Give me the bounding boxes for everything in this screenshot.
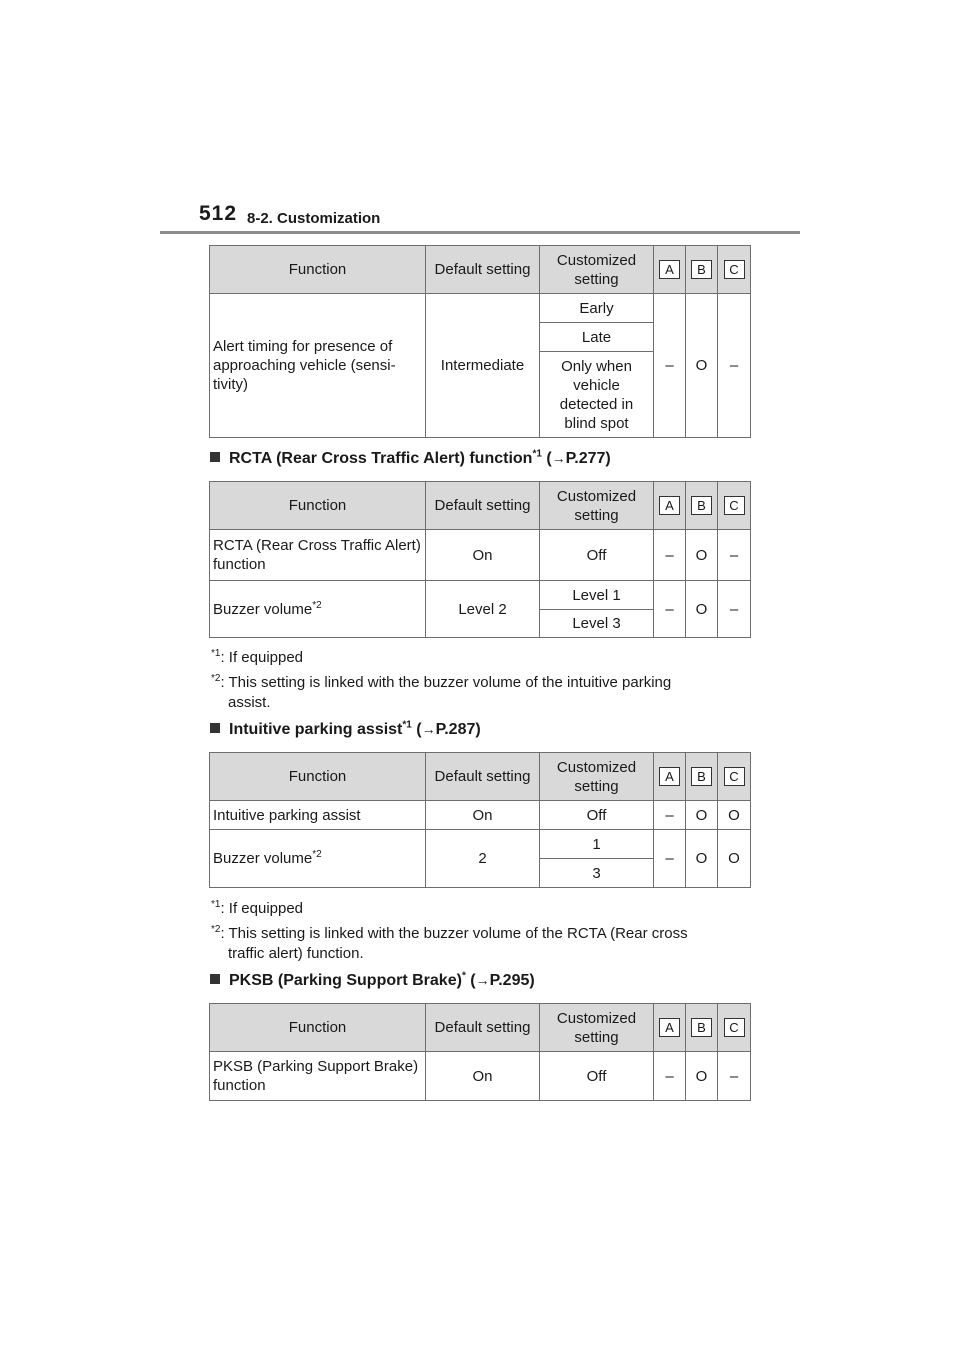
col-b-cell: O <box>686 530 718 581</box>
letter-b: B <box>691 1018 712 1037</box>
option-cell: 3 <box>540 859 654 888</box>
letter-b: B <box>691 496 712 515</box>
header-b <box>686 482 718 530</box>
col-c-cell: – <box>718 294 751 438</box>
option-cell: Only when vehicle detected in blind spot <box>540 352 654 438</box>
table-row <box>210 530 751 581</box>
col-a-cell: – <box>654 830 686 888</box>
option-cell: 1 <box>540 830 654 859</box>
footnote-2: $^{*2}$: This setting is linked with the buzzer volume of the RCTA (Rear cross traffic alert) function. <box>211 924 688 962</box>
col-b-cell: O <box>686 1052 718 1101</box>
pksb-heading: PKSB (Parking Support Brake)* (→P.295) <box>210 972 535 990</box>
pksb-table <box>209 1003 751 1101</box>
header-customized: Customized setting <box>540 753 654 801</box>
arrow-right-icon: → <box>421 721 436 737</box>
col-a-cell: – <box>654 530 686 581</box>
col-c-cell: – <box>718 530 751 581</box>
letter-b: B <box>691 260 712 279</box>
header-customized: Customized setting <box>540 482 654 530</box>
header-function: Function <box>210 1004 426 1052</box>
header-a <box>654 753 686 801</box>
page-number: 512 <box>199 202 238 225</box>
function-cell: Buzzer volume$^{*2}$ <box>210 830 426 888</box>
option-cell: Level 1 <box>540 581 654 610</box>
option-cell: Early <box>540 294 654 323</box>
header-b <box>686 246 718 294</box>
col-b-cell: O <box>686 581 718 638</box>
square-bullet-icon <box>210 974 220 984</box>
default-cell: Intermediate <box>426 294 540 438</box>
table-row <box>210 830 751 859</box>
default-cell: On <box>426 801 540 830</box>
col-a-cell: – <box>654 294 686 438</box>
header-default: Default setting <box>426 246 540 294</box>
header-c <box>718 246 751 294</box>
square-bullet-icon <box>210 723 220 733</box>
default-cell: On <box>426 530 540 581</box>
col-b-cell: O <box>686 294 718 438</box>
customized-cell: Off <box>540 530 654 581</box>
function-cell: PKSB (Parking Support Brake) function <box>210 1052 426 1101</box>
customized-cell: Off <box>540 801 654 830</box>
header-default: Default setting <box>426 753 540 801</box>
default-cell: On <box>426 1052 540 1101</box>
ipa-heading: Intuitive parking assist$^{*1}$ (→P.287) <box>210 721 481 739</box>
page-reference[interactable]: P.295) <box>489 972 535 989</box>
letter-a: A <box>659 1018 680 1037</box>
option-cell: Level 3 <box>540 610 654 638</box>
letter-a: A <box>659 496 680 515</box>
header-a <box>654 246 686 294</box>
col-c-cell: O <box>718 801 751 830</box>
header-c <box>718 1004 751 1052</box>
arrow-right-icon: → <box>475 972 490 988</box>
table-row <box>210 1052 751 1101</box>
letter-a: A <box>659 260 680 279</box>
header-c <box>718 482 751 530</box>
function-cell: Intuitive parking assist <box>210 801 426 830</box>
col-c-cell: O <box>718 830 751 888</box>
footnote-1: $^{*1}$: If equipped <box>211 648 304 666</box>
ipa-table <box>209 752 751 888</box>
letter-c: C <box>724 260 745 279</box>
footnote-1: $^{*1}$: If equipped <box>211 899 304 917</box>
page-reference[interactable]: P.287) <box>435 721 481 738</box>
alert-timing-table <box>209 245 751 438</box>
header-c <box>718 753 751 801</box>
function-cell: Alert timing for presence of approaching vehicle (sensi-tivity) <box>210 294 426 438</box>
header-divider <box>160 231 800 234</box>
letter-c: C <box>724 496 745 515</box>
rcta-heading: RCTA (Rear Cross Traffic Alert) function$^{*1}$ (→P.277) <box>210 450 611 468</box>
table-row <box>210 801 751 830</box>
header-a <box>654 1004 686 1052</box>
header-b <box>686 1004 718 1052</box>
table-header-row <box>210 246 751 294</box>
section-title: 8-2. Customization <box>247 210 381 227</box>
col-c-cell: – <box>718 581 751 638</box>
arrow-right-icon: → <box>551 450 566 466</box>
letter-b: B <box>691 767 712 786</box>
rcta-table <box>209 481 751 638</box>
page-reference[interactable]: P.277) <box>565 450 611 467</box>
header-function: Function <box>210 482 426 530</box>
col-b-cell: O <box>686 830 718 888</box>
default-cell: Level 2 <box>426 581 540 638</box>
header-customized: Customized setting <box>540 246 654 294</box>
header-default: Default setting <box>426 1004 540 1052</box>
default-cell: 2 <box>426 830 540 888</box>
table-row <box>210 581 751 610</box>
col-c-cell: – <box>718 1052 751 1101</box>
header-customized: Customized setting <box>540 1004 654 1052</box>
header-a <box>654 482 686 530</box>
letter-c: C <box>724 1018 745 1037</box>
footnote-2: $^{*2}$: This setting is linked with the buzzer volume of the intuitive parking assist. <box>211 673 672 711</box>
col-a-cell: – <box>654 1052 686 1101</box>
table-header-row <box>210 482 751 530</box>
table-row <box>210 294 751 323</box>
function-cell: Buzzer volume$^{*2}$ <box>210 581 426 638</box>
header-function: Function <box>210 246 426 294</box>
header-b <box>686 753 718 801</box>
square-bullet-icon <box>210 452 220 462</box>
table-header-row <box>210 753 751 801</box>
customized-cell: Off <box>540 1052 654 1101</box>
letter-c: C <box>724 767 745 786</box>
col-a-cell: – <box>654 581 686 638</box>
col-b-cell: O <box>686 801 718 830</box>
function-cell: RCTA (Rear Cross Traffic Alert) function <box>210 530 426 581</box>
letter-a: A <box>659 767 680 786</box>
header-function: Function <box>210 753 426 801</box>
table-header-row <box>210 1004 751 1052</box>
col-a-cell: – <box>654 801 686 830</box>
header-default: Default setting <box>426 482 540 530</box>
option-cell: Late <box>540 323 654 352</box>
